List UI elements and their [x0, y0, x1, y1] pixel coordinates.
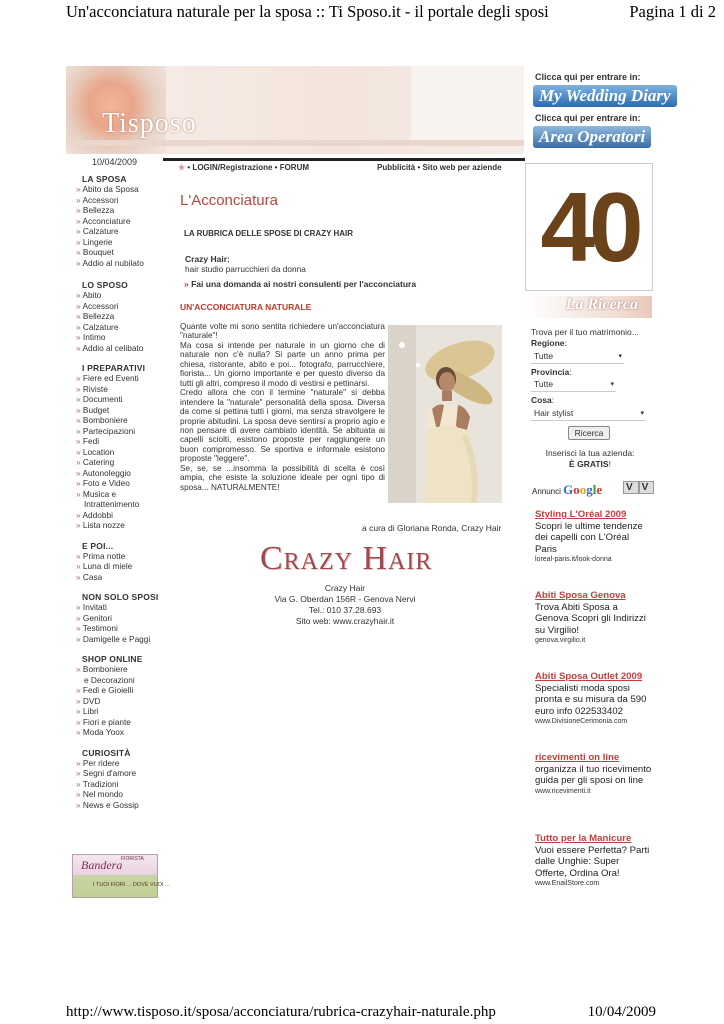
sidebar-link[interactable]: » Documenti — [76, 394, 168, 405]
sidebar-link[interactable]: » Catering — [76, 457, 168, 468]
ad-text: organizza il tuo ricevimento guida per gli sposi on line — [535, 763, 652, 786]
sidebar-link[interactable]: » Testimoni — [76, 623, 168, 634]
ad-url[interactable]: www.DivisioneCerimonia.com — [535, 718, 628, 725]
sidebar-link[interactable]: » Partecipazioni — [76, 426, 168, 437]
area-operatori-link[interactable]: Area Operatori — [533, 126, 651, 148]
sidebar-link[interactable]: » Fedi — [76, 436, 168, 447]
e-poi-list — [76, 551, 168, 583]
section-title-shop-online: SHOP ONLINE — [82, 654, 143, 664]
ask-consultants-link[interactable] — [184, 279, 416, 289]
sidebar-link[interactable]: » Musica e — [76, 489, 168, 500]
sidebar-link[interactable]: » Fedi e Gioielli — [76, 685, 168, 696]
banner-stripe — [66, 140, 524, 146]
sidebar-link-continuation[interactable]: Intrattenimento — [84, 499, 140, 509]
search-intro: Trova per il tuo matrimonio... — [531, 327, 639, 337]
sidebar-link[interactable]: » Bomboniere — [76, 415, 168, 426]
chevron-down-icon: ▾ — [640, 410, 644, 417]
sidebar-link[interactable]: » Fiere ed Eventi — [76, 373, 168, 384]
sidebar-link[interactable]: » DVD — [76, 696, 168, 707]
section-heading: UN'ACCONCIATURA NATURALE — [180, 302, 312, 312]
rubrica-heading: LA RUBRICA DELLE SPOSE DI CRAZY HAIR — [184, 229, 354, 238]
curiosita-list — [76, 758, 168, 811]
nav-left-label[interactable]: • LOGIN/Registrazione • FORUM — [187, 163, 310, 172]
section-title-curiosita: CURIOSITÀ — [82, 747, 131, 758]
crazy-hair-subtitle: hair studio parrucchieri da donna — [185, 264, 306, 274]
bandera-fiorista-ad[interactable] — [72, 854, 170, 898]
address-line: Via G. Oberdan 156R - Genova Nervi — [274, 594, 416, 604]
inserisci-azienda-link[interactable]: Inserisci la tua azienda: È GRATIS! — [528, 448, 652, 469]
sidebar-link[interactable]: » Addobbi — [76, 510, 168, 521]
banner-panel — [411, 66, 524, 140]
sidebar-link[interactable]: » Segni d'amore — [76, 768, 168, 779]
ricerca-banner — [526, 296, 652, 318]
shop-online-list — [76, 664, 168, 738]
sidebar-date: 10/04/2009 — [92, 157, 138, 167]
sidebar-link[interactable]: » Addio al celibato — [76, 343, 168, 354]
google-letter: o — [579, 482, 587, 497]
body-paragraph: Ma cosa si intende per naturale in un giorno che di naturale non c'è nulla? Si parte un anno prima per chiesa, ristorante, abito e poi... fotografo, parrucchiere, fiorista... Un giorno importante e per questo diverso da tutti gli altri, compreso il modo di vestirsi e pettinarsi. — [180, 340, 385, 388]
sidebar-link[interactable]: » Bomboniere — [76, 664, 168, 675]
ad-block[interactable] — [535, 590, 653, 646]
preparativi-list — [76, 373, 168, 531]
section-title-la-sposa: LA SPOSA — [82, 174, 127, 184]
crazy-hair-address — [240, 583, 450, 627]
ad-block[interactable] — [535, 833, 653, 889]
sidebar-link[interactable]: » Riviste — [76, 384, 168, 395]
address-line: Tel.: 010 37.28.693 — [308, 605, 382, 615]
print-title: Un'acconciatura naturale per la sposa :: Ti Sposo.it - il portale degli sposi — [66, 2, 549, 21]
section-title-lo-sposo: LO SPOSO — [82, 280, 128, 290]
address-line[interactable]: Sito web: www.crazyhair.it — [295, 616, 395, 626]
ad-title[interactable]: Abiti Sposa Outlet 2009 — [535, 671, 643, 682]
sidebar-link[interactable]: » Lingerie — [76, 237, 168, 248]
ad-text: Vuoi essere Perfetta? Parti dalle Unghie: Super Offerte, Ordina Ora! — [535, 844, 650, 879]
ad-nav-arrows[interactable] — [623, 482, 654, 493]
address-line: Crazy Hair — [324, 583, 366, 593]
star-icon: ★ — [178, 163, 186, 172]
sidebar-link[interactable]: » Invitati — [76, 602, 168, 613]
gratis-label: È GRATIS — [569, 458, 609, 469]
la-sposa-list — [76, 184, 168, 268]
sidebar-link[interactable]: » Autonoleggio — [76, 468, 168, 479]
ad-url[interactable]: www.EnailStore.com — [535, 880, 600, 887]
google-letter: o — [573, 482, 580, 497]
nav-divider — [163, 158, 525, 161]
regione-label: Regione — [531, 338, 565, 348]
sidebar-link[interactable]: » Libri — [76, 706, 168, 717]
wedding-diary-link[interactable]: My Wedding Diary — [533, 85, 677, 107]
annunci-label: Annunci — [532, 487, 561, 496]
body-paragraph: Quante volte mi sono sentita richiedere un'acconciatura "naturale"! — [180, 322, 385, 341]
crazy-hair-label: Crazy Hair: — [185, 254, 230, 264]
provincia-value: Tutte — [534, 379, 554, 389]
crazy-hair-logo[interactable]: Crazy Hair — [260, 540, 433, 577]
sidebar-link[interactable]: » Per ridere — [76, 758, 168, 769]
promo-40-banner[interactable]: 40 — [525, 163, 653, 291]
bandera-slogan: I TUOI FIORI ... DOVE VUOI ... — [93, 882, 170, 888]
sidebar-link[interactable]: » Accessori — [76, 195, 168, 206]
bride-photo — [388, 325, 502, 503]
chevron-down-icon: ▾ — [610, 381, 614, 388]
ad-prev-icon[interactable]: V — [623, 481, 639, 494]
ad-title[interactable]: Tutto per la Manicure — [535, 833, 632, 844]
arrow-icon: » — [184, 279, 189, 289]
sidebar-link[interactable]: » Calzature — [76, 226, 168, 237]
ad-title[interactable]: ricevimenti on line — [535, 752, 620, 763]
sidebar-link[interactable]: » Genitori — [76, 613, 168, 624]
article-author: a cura di Gloriana Ronda, Crazy Hair — [362, 523, 502, 533]
ask-consultants-label[interactable]: Fai una domanda ai nostri consulenti per l'acconciatura — [191, 279, 417, 289]
cosa-label-wrap: Cosa: — [531, 395, 555, 405]
regione-label-wrap: Regione: — [531, 338, 567, 348]
body-paragraph: Se, se, se ...insomma la possibilità di scelta è così ampia, che esiste la soluzione ideale per ogni tipo di sposa... NATURALMENTE! — [180, 463, 385, 492]
ricerca-button[interactable]: Ricerca — [568, 426, 610, 440]
sidebar-link[interactable]: » Calzature — [76, 322, 168, 333]
sidebar-link[interactable]: » Bellezza — [76, 205, 168, 216]
sidebar-link[interactable]: » Budget — [76, 405, 168, 416]
bandera-tag: FIORISTA — [121, 856, 144, 862]
sidebar-link[interactable]: » Prima notte — [76, 551, 168, 562]
article-body — [180, 322, 385, 492]
ad-url[interactable]: genova.virgilio.it — [535, 637, 586, 644]
ad-next-icon[interactable]: V — [639, 481, 655, 494]
clicca-label-diary: Clicca qui per entrare in: — [535, 72, 641, 82]
sidebar-link[interactable]: » Accessori — [76, 301, 168, 312]
ad-title[interactable]: Styling L'Oréal 2009 — [535, 509, 627, 520]
bandera-name: Bandera — [81, 858, 123, 872]
sidebar-link[interactable]: » Tradizioni — [76, 779, 168, 790]
sidebar-link[interactable]: » Location — [76, 447, 168, 458]
sidebar-link[interactable]: » Fiori e piante — [76, 717, 168, 728]
annunci-google[interactable] — [532, 482, 602, 498]
sidebar-link[interactable]: » Bouquet — [76, 247, 168, 258]
section-title-non-solo-sposi: NON SOLO SPOSI — [82, 592, 159, 602]
print-page-number: Pagina 1 di 2 — [629, 2, 716, 21]
sidebar-link-continuation[interactable]: e Decorazioni — [84, 674, 135, 685]
regione-select[interactable] — [531, 350, 624, 364]
section-title-e-poi: E POI... — [82, 540, 114, 551]
ad-text: Specialisti moda sposi pronta e su misura da 590 euro info 022533402 — [535, 682, 647, 717]
sidebar-link[interactable]: » Casa — [76, 572, 168, 583]
ad-title[interactable]: Abiti Sposa Genova — [535, 590, 626, 601]
print-url: http://www.tisposo.it/sposa/acconciatura/rubrica-crazyhair-naturale.php — [66, 1004, 496, 1020]
ad-block[interactable] — [535, 671, 653, 727]
cosa-label: Cosa — [531, 395, 552, 405]
google-letter: G — [563, 482, 574, 497]
sidebar-link[interactable]: » Foto e Video — [76, 478, 168, 489]
ad-text: Scopri le ultime tendenze dei capelli con L'Oréal Paris — [535, 520, 643, 555]
sidebar-link[interactable]: » Bellezza — [76, 311, 168, 322]
sidebar-link[interactable]: » Lista nozze — [76, 520, 168, 531]
sidebar-link[interactable]: » Luna di miele — [76, 561, 168, 572]
sidebar-link[interactable]: » Acconciature — [76, 216, 168, 227]
lo-sposo-list — [76, 290, 168, 353]
google-letter: e — [596, 482, 603, 497]
clicca-label-operatori: Clicca qui per entrare in: — [535, 113, 641, 123]
sidebar-menu — [76, 174, 168, 810]
non-solo-sposi-list — [76, 602, 168, 644]
nav-pubblicita[interactable]: Pubblicità • Sito web per aziende — [377, 163, 502, 172]
sidebar-link[interactable]: » Abito da Sposa — [76, 184, 168, 195]
sidebar-link[interactable]: » Nel mondo — [76, 789, 168, 800]
article-title: L'Acconciatura — [180, 192, 278, 209]
print-date: 10/04/2009 — [587, 1004, 656, 1020]
regione-value: Tutte — [534, 351, 554, 361]
sidebar-link[interactable]: » Intimo — [76, 332, 168, 343]
sidebar-link[interactable]: » Addio al nubilato — [76, 258, 168, 269]
ad-url[interactable]: loreal-paris.it/look-donna — [535, 556, 612, 563]
section-title-preparativi: I PREPARATIVI — [82, 363, 146, 373]
ad-block[interactable] — [535, 752, 653, 797]
sidebar-link[interactable]: » Moda Yoox — [76, 727, 168, 738]
provincia-select[interactable] — [531, 378, 616, 392]
ad-url[interactable]: www.ricevimenti.it — [535, 787, 591, 795]
bride-illustration — [388, 325, 502, 503]
inserisci-label[interactable]: Inserisci la tua azienda: — [545, 448, 635, 458]
google-letter: g — [586, 482, 593, 497]
nav-login-forum[interactable] — [178, 163, 309, 172]
cosa-select[interactable] — [531, 407, 646, 421]
chevron-down-icon: ▾ — [618, 353, 622, 360]
ricerca-title: La Ricerca — [565, 296, 638, 313]
ad-text: Trova Abiti Sposa a Genova Scopri gli Indirizzi su Virgilio! — [535, 601, 646, 636]
sidebar-link[interactable]: » Abito — [76, 290, 168, 301]
ad-block[interactable] — [535, 509, 653, 565]
cosa-value: Hair stylist — [534, 408, 574, 418]
google-logo — [563, 482, 602, 497]
google-letter: l — [592, 482, 597, 497]
sidebar-link[interactable]: » Damigelle e Paggi — [76, 634, 168, 645]
provincia-label: Provincia — [531, 367, 570, 377]
body-paragraph: Credo allora che con il termine "naturale" si debba intendere la "naturale" personalità della sposa. Diversa da come si pettina tutti i giorni, ma senza stravolgere le proprie abitudini. La sposa deve sentirsi a proprio agio e non pensare di avere cambiato identità. Se abituata ai capelli sciolti, esistono proposte per raggiungere un buon compromesso. Se sportiva e informale esistono proposte "leggere". — [180, 388, 385, 464]
site-logo[interactable]: Tisposo — [102, 108, 197, 139]
provincia-label-wrap: Provincia: — [531, 367, 572, 377]
sidebar-link[interactable]: » News e Gossip — [76, 800, 168, 811]
site-banner[interactable] — [66, 66, 524, 154]
